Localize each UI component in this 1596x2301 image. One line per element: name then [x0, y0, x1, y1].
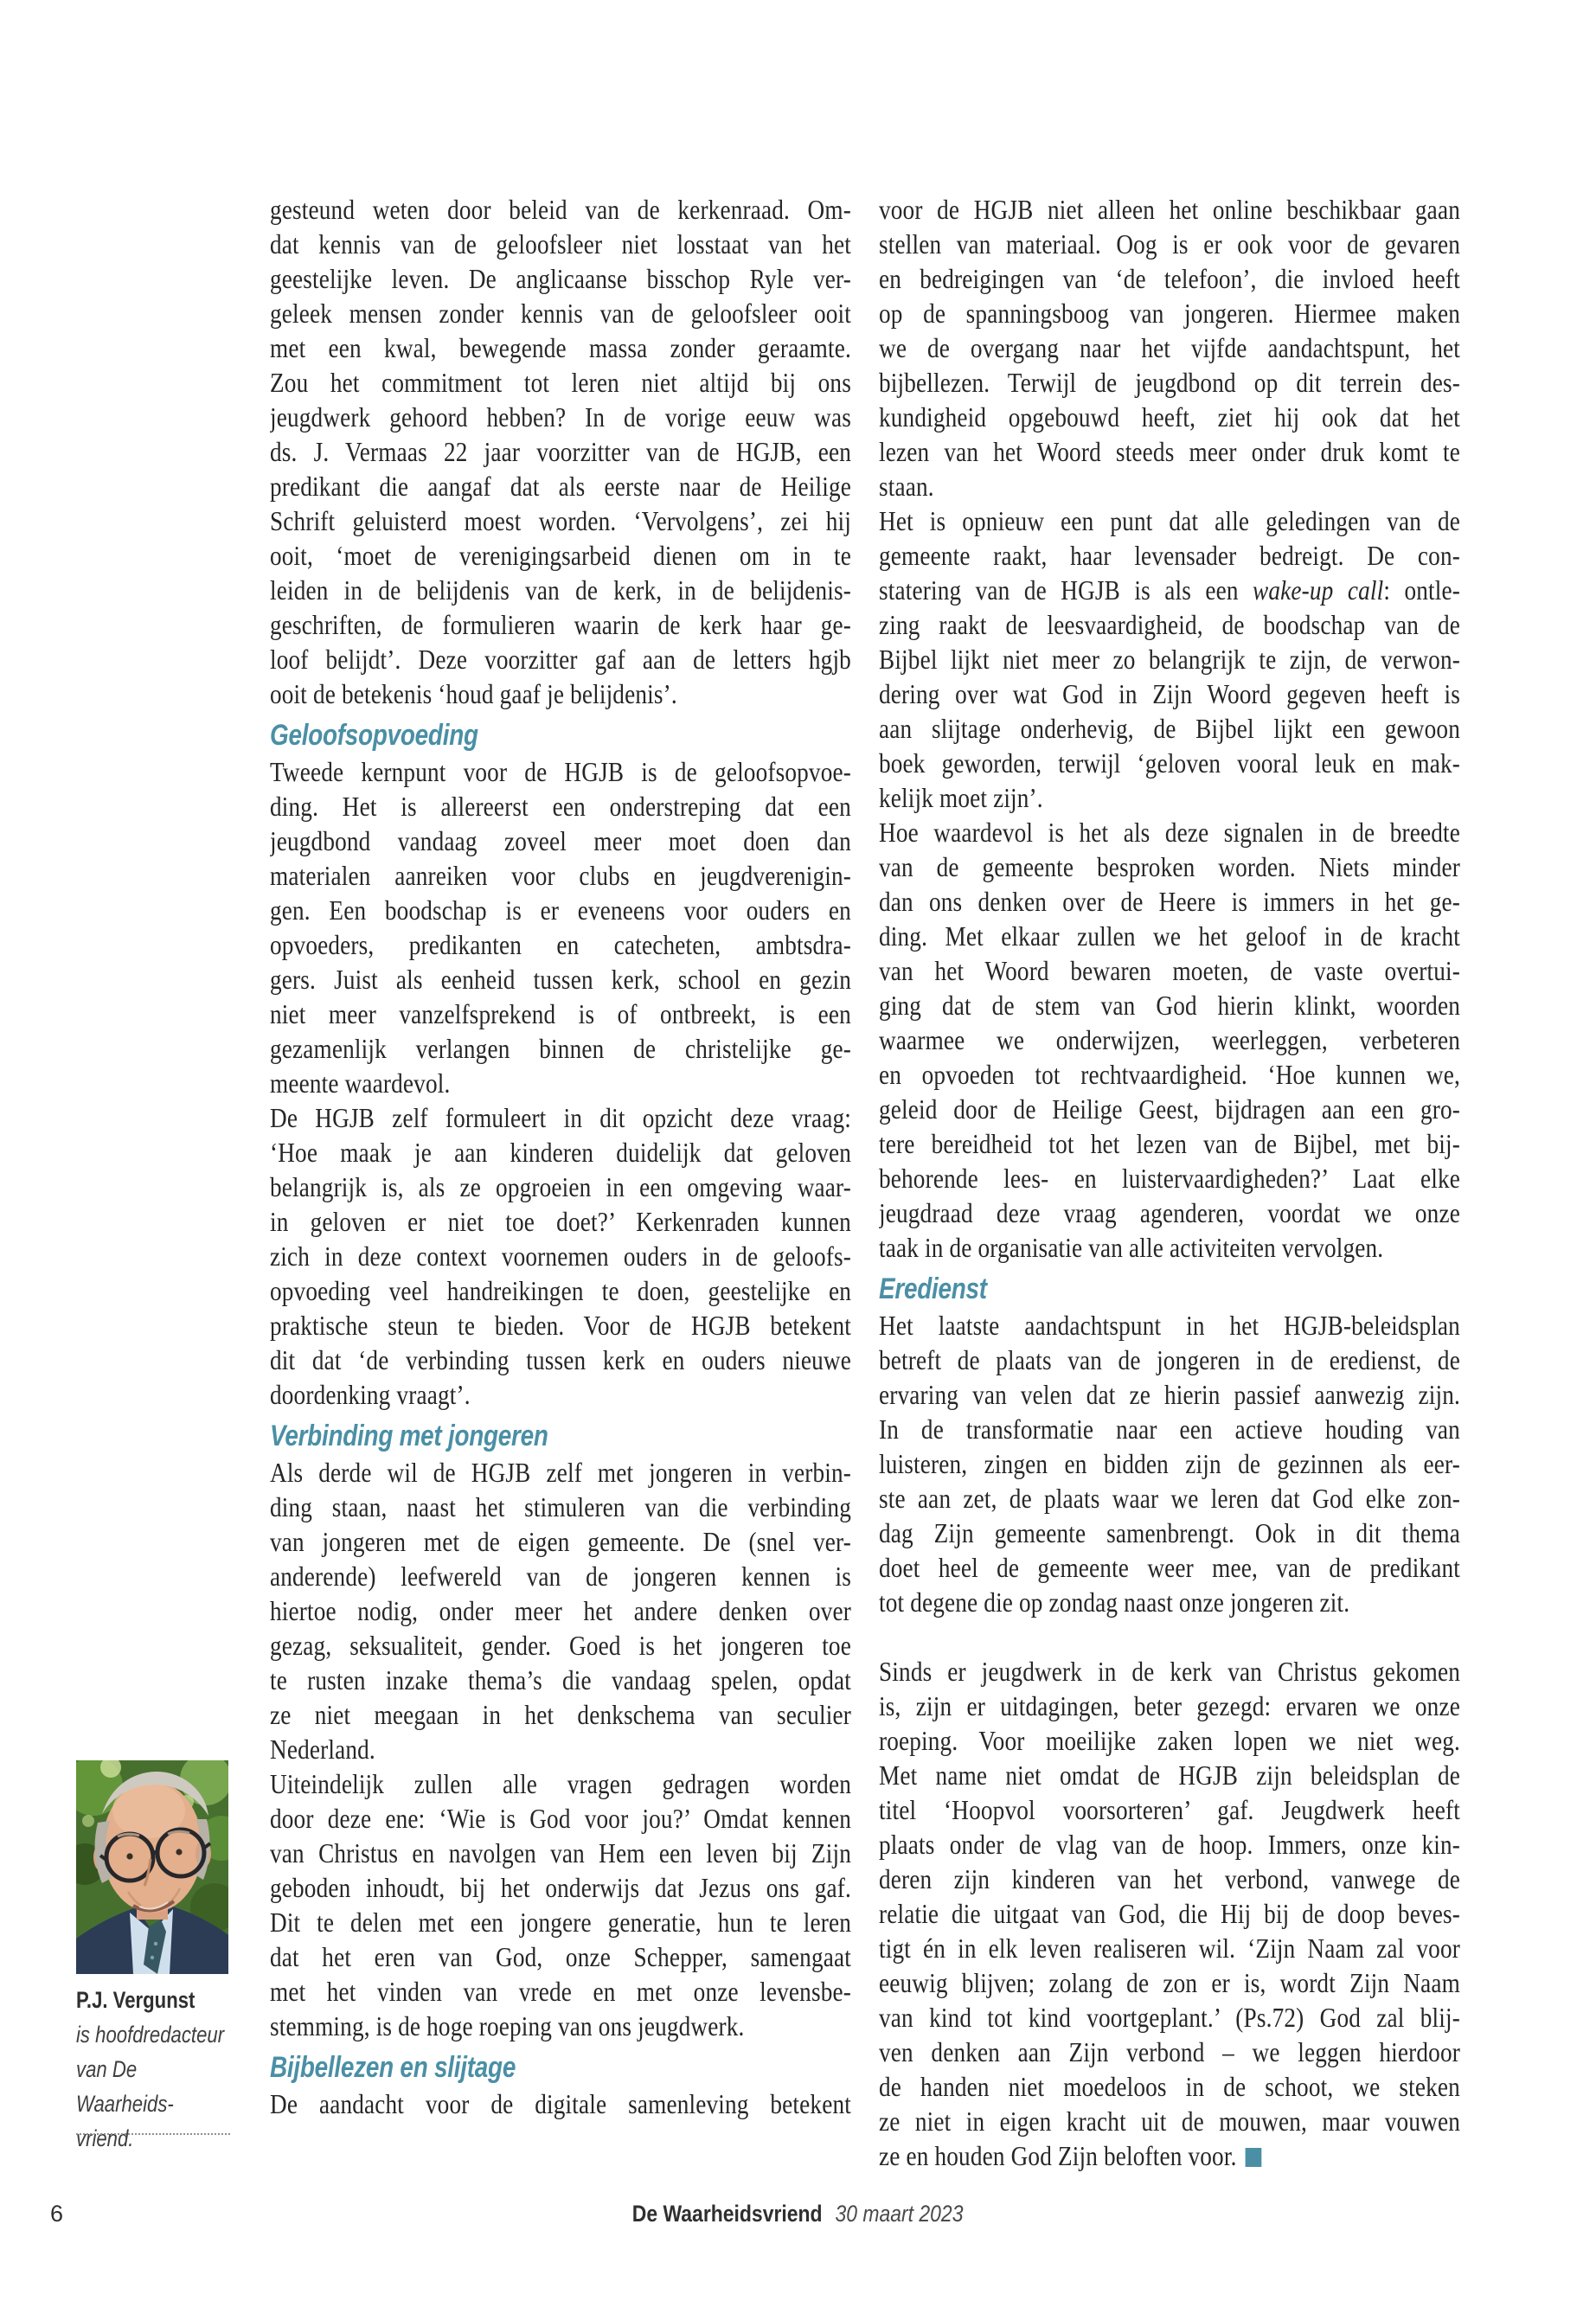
footer-magazine-title: De Waarheidsvriend [632, 2201, 823, 2227]
text-line [879, 1481, 1460, 1516]
text-segment: en bedreigingen van ‘de telefoon’, die invloed heeft [879, 263, 1460, 294]
text-line [879, 1195, 1460, 1230]
left-column [270, 192, 851, 2121]
text-line [270, 1628, 851, 1663]
text-line [879, 469, 1460, 503]
text-line [270, 296, 851, 330]
text-line [879, 573, 1460, 607]
text-line [879, 1126, 1460, 1161]
text-segment: ze niet in eigen kracht uit de mouwen, maar vouwen [879, 2106, 1460, 2137]
text-line [879, 1446, 1460, 1481]
text-segment: waarmee we onderwijzen, weerleggen, verbeteren [879, 1024, 1460, 1055]
text-line [879, 1377, 1460, 1412]
section-heading: Eredienst [879, 1272, 987, 1305]
text-segment: dan ons denken over de Heere is immers in het ge- [879, 886, 1460, 917]
text-segment: dag Zijn gemeente samenbrengt. Ook in dit thema [879, 1517, 1460, 1548]
text-line [879, 884, 1460, 919]
text-line [270, 1031, 851, 1066]
text-segment: statering van de HGJB is als een [879, 574, 1253, 606]
text-line [879, 2069, 1460, 2104]
text-segment: zich in deze context voornemen ouders in de geloofs- [270, 1240, 851, 1272]
text-line [270, 573, 851, 607]
text-segment: met het vinden van vrede en met onze levensbe- [270, 1976, 851, 2007]
text-segment: praktische steun te bieden. Voor de HGJB betekent [270, 1310, 851, 1341]
text-segment: met een kwal, bewegende massa zonder geraamte. [270, 332, 851, 363]
text-line [879, 815, 1460, 849]
text-line [879, 1689, 1460, 1723]
text-segment: Het laatste aandachtspunt in het HGJB-beleidsplan [879, 1310, 1460, 1341]
paragraph [879, 815, 1460, 1265]
text-line [879, 261, 1460, 296]
text-line [879, 1550, 1460, 1585]
text-line [270, 538, 851, 573]
text-segment: opvoeders, predikanten en catecheten, ambtsdra- [270, 929, 851, 960]
text-line [270, 1766, 851, 1801]
text-segment: stemming, is de hoge roeping van ons jeugdwerk. [270, 2010, 745, 2041]
text-segment: De aandacht voor de digitale samenleving betekent [270, 2088, 851, 2119]
text-segment: jeugdbond vandaag zoveel meer moet doen dan [270, 825, 851, 856]
footer-issue-date: 30 maart 2023 [835, 2201, 964, 2227]
text-line [270, 1663, 851, 1697]
text-line [879, 400, 1460, 434]
footer-text [632, 2201, 964, 2227]
text-line [270, 1490, 851, 1524]
text-segment: ds. J. Vermaas 22 jaar voorzitter van de HGJB, een [270, 436, 851, 467]
text-segment: de handen niet moedeloos in de schoot, we steken [879, 2071, 1460, 2102]
text-line [879, 780, 1460, 815]
italic-phrase: wake-up call [1253, 574, 1384, 606]
text-line [270, 1697, 851, 1732]
text-line [270, 1170, 851, 1204]
text-segment: relatie die uitgaat van God, die Hij bij de doop beves- [879, 1898, 1460, 1929]
text-segment: Uiteindelijk zullen alle vragen gedragen worden [270, 1768, 851, 1799]
text-line [879, 1516, 1460, 1550]
text-line [270, 1974, 851, 2009]
text-segment: hiertoe nodig, onder meer het andere denken over [270, 1595, 851, 1626]
text-segment: Zou het commitment tot leren niet altijd bij ons [270, 367, 851, 398]
text-segment: loof belijdt’. Deze voorzitter gaf aan de letters hgjb [270, 644, 851, 675]
text-segment: geleid door de Heilige Geest, bijdragen aan een gro- [879, 1093, 1460, 1125]
text-segment: titel ‘Hoopvol voorsorteren’ gaf. Jeugdwerk heeft [879, 1794, 1460, 1825]
text-line [270, 434, 851, 469]
text-segment: roeping. Voor moeilijke zaken lopen we niet weg. [879, 1725, 1460, 1756]
text-segment: staan. [879, 471, 934, 502]
text-segment: Nederland. [270, 1734, 375, 1765]
caption-divider [76, 2133, 230, 2135]
text-line [879, 1758, 1460, 1792]
text-segment: Tweede kernpunt voor de HGJB is de geloofsopvoe- [270, 756, 851, 787]
author-role-line: is hoofdredacteur [76, 2022, 225, 2048]
text-segment: geboden inhoudt, bij het onderwijs dat Jezus ons gaf. [270, 1872, 851, 1903]
text-segment: stellen van materiaal. Oog is er ook voor de gevaren [879, 228, 1460, 260]
text-segment: luisteren, zingen en bidden zijn de gezinnen als eer- [879, 1448, 1460, 1479]
text-segment: we de overgang naar het vijfde aandachtspunt, het [879, 332, 1460, 363]
text-line [879, 1022, 1460, 1057]
text-line [270, 1801, 851, 1836]
text-segment: gezag, seksualiteit, gender. Goed is het jongeren toe [270, 1630, 851, 1661]
text-segment: kundigheid opgebouwd heeft, ziet hij ook dat het [879, 401, 1460, 433]
text-segment: door deze ene: ‘Wie is God voor jou?’ Omdat kennen [270, 1803, 851, 1834]
section-heading: Bijbellezen en slijtage [270, 2051, 516, 2084]
text-line [270, 858, 851, 893]
text-line [879, 2000, 1460, 2035]
text-line [270, 2009, 851, 2043]
paragraph [270, 192, 851, 711]
paragraph [879, 192, 1460, 503]
text-segment: ding. Met elkaar zullen we het geloof in de kracht [879, 920, 1460, 952]
text-segment: materialen aanreiken voor clubs en jeugdverenigin- [270, 860, 851, 891]
text-segment: Met name niet omdat de HGJB zijn beleidsplan de [879, 1759, 1460, 1791]
text-line [879, 746, 1460, 780]
text-line [270, 789, 851, 824]
text-line [879, 676, 1460, 711]
text-line [270, 1308, 851, 1343]
text-segment: Schrift geluisterd moest worden. ‘Vervolgens’, zei hij [270, 505, 851, 536]
text-segment: en opvoeden tot rechtvaardigheid. ‘Hoe kunnen we, [879, 1059, 1460, 1090]
right-column [879, 192, 1460, 2173]
end-of-article-marker [1246, 2148, 1262, 2167]
text-line [270, 1377, 851, 1412]
text-segment: doordenking vraagt’. [270, 1379, 471, 1410]
text-line [879, 1092, 1460, 1126]
text-segment: geestelijke leven. De anglicaanse bisschop Ryle ver- [270, 263, 851, 294]
section-heading: Geloofsopvoeding [270, 719, 478, 752]
text-segment: ze en houden God Zijn beloften voor. [879, 2140, 1237, 2171]
text-line [879, 1230, 1460, 1265]
text-line [879, 1308, 1460, 1343]
text-segment: ervaring van velen dat ze hierin passief aanwezig zijn. [879, 1379, 1460, 1410]
text-line [879, 434, 1460, 469]
footer [0, 2201, 1596, 2227]
text-line [270, 365, 851, 400]
text-line [879, 2138, 1460, 2173]
text-segment: De HGJB zelf formuleert in dit opzicht deze vraag: [270, 1102, 851, 1133]
text-segment: ven denken aan Zijn verbond – we leggen hierdoor [879, 2036, 1460, 2067]
text-line [879, 1965, 1460, 2000]
text-segment: meente waardevol. [270, 1067, 451, 1099]
text-line [879, 538, 1460, 573]
text-segment: Hoe waardevol is het als deze signalen in de breedte [879, 817, 1460, 848]
paragraph [270, 2086, 851, 2121]
text-line [270, 1343, 851, 1377]
text-line [879, 192, 1460, 227]
text-line [270, 1524, 851, 1559]
text-segment: geleek mensen zonder kennis van de geloofsleer ooit [270, 298, 851, 329]
text-segment: van jongeren met de eigen gemeente. De (snel ver- [270, 1526, 851, 1557]
text-segment: doet heel de gemeente weer mee, van de predikant [879, 1552, 1460, 1583]
text-segment: boek geworden, terwijl ‘geloven vooral leuk en mak- [879, 747, 1460, 779]
text-line [270, 1273, 851, 1308]
text-line [270, 676, 851, 711]
text-segment: op de spanningsboog van jongeren. Hiermee maken [879, 298, 1460, 329]
text-segment: is, zijn er uitdagingen, beter gezegd: ervaren we onze [879, 1690, 1460, 1721]
text-segment: dat het eren van God, onze Schepper, samengaat [270, 1941, 851, 1972]
text-segment: betreft de plaats van de jongeren in de eredienst, de [879, 1344, 1460, 1375]
text-segment: : ontle- [1383, 574, 1460, 606]
text-segment: In de transformatie naar een actieve houding van [879, 1413, 1460, 1445]
text-segment: Sinds er jeugdwerk in de kerk van Christus gekomen [879, 1656, 1460, 1687]
author-caption [76, 1983, 240, 2156]
text-segment: van het Woord bewaren moeten, de vaste overtui- [879, 955, 1460, 986]
text-line [270, 227, 851, 261]
text-line [270, 1239, 851, 1273]
text-line [879, 1931, 1460, 1965]
text-line [270, 754, 851, 789]
text-line [879, 227, 1460, 261]
author-name: P.J. Vergunst [76, 1987, 195, 2013]
text-line [270, 1204, 851, 1239]
text-segment: van Christus en navolgen van Hem een leven bij Zijn [270, 1837, 851, 1868]
text-segment: in geloven er niet toe doet?’ Kerkenraden kunnen [270, 1206, 851, 1237]
text-line [270, 1905, 851, 1939]
text-line [270, 1593, 851, 1628]
text-segment: ‘Hoe maak je aan kinderen duidelijk dat geloven [270, 1137, 851, 1168]
text-line [270, 330, 851, 365]
text-segment: ding staan, naast het stimuleren van die verbinding [270, 1491, 851, 1522]
text-segment: belangrijk is, als ze opgroeien in een omgeving waar- [270, 1171, 851, 1202]
text-line [270, 824, 851, 858]
text-segment: kelijk moet zijn’. [879, 782, 1043, 813]
text-line [270, 997, 851, 1031]
text-line [879, 2035, 1460, 2069]
text-segment: dering over wat God in Zijn Woord gegeven heeft is [879, 678, 1460, 709]
text-line [879, 919, 1460, 953]
text-segment: tot degene die op zondag naast onze jongeren zit. [879, 1586, 1350, 1618]
text-segment: niet meer vanzelfsprekend is of ontbreekt, is een [270, 998, 851, 1029]
text-segment: gen. Een boodschap is er eveneens voor ouders en [270, 894, 851, 926]
text-line [879, 1723, 1460, 1758]
text-line [270, 400, 851, 434]
text-line [879, 503, 1460, 538]
text-line [879, 330, 1460, 365]
text-line [270, 1732, 851, 1766]
text-segment: opvoeding veel handreikingen te doen, geestelijke en [270, 1275, 851, 1306]
text-line [270, 1455, 851, 1490]
text-line [270, 1066, 851, 1100]
text-segment: eeuwig blijven; zolang de zon er is, wordt Zijn Naam [879, 1967, 1460, 1998]
text-line [270, 192, 851, 227]
author-role-line: van De Waarheids- [76, 2056, 174, 2117]
text-line [270, 503, 851, 538]
text-line [270, 1836, 851, 1870]
text-line [879, 296, 1460, 330]
text-line [270, 927, 851, 962]
text-segment: plaats onder de vlag van de hoop. Immers, onze kin- [879, 1829, 1460, 1860]
footer-page-number: 6 [50, 2201, 64, 2227]
portrait-photo [76, 1760, 228, 1974]
author-role-line: vriend. [76, 2125, 134, 2151]
text-line [879, 711, 1460, 746]
text-line [270, 1135, 851, 1170]
text-line [879, 642, 1460, 676]
text-segment: lezen van het Woord steeds meer onder druk komt te [879, 436, 1460, 467]
text-segment: aan slijtage onderhevig, de Bijbel lijkt een gewoon [879, 713, 1460, 744]
text-segment: ooit de betekenis ‘houd gaaf je belijdenis’. [270, 678, 677, 709]
text-line [270, 1870, 851, 1905]
text-segment: zing raakt de leesvaardigheid, de boodschap van de [879, 609, 1460, 640]
text-segment: taak in de organisatie van alle activiteiten vervolgen. [879, 1232, 1384, 1263]
text-line [879, 607, 1460, 642]
text-line [879, 1412, 1460, 1446]
text-line [879, 2104, 1460, 2138]
section-heading: Verbinding met jongeren [270, 1420, 548, 1452]
text-line [270, 893, 851, 927]
text-segment: deren zijn kinderen van het verbond, vanwege de [879, 1863, 1460, 1894]
text-segment: anderende) leefwereld van de jongeren kennen is [270, 1561, 851, 1592]
text-line [879, 365, 1460, 400]
text-segment: gers. Juist als eenheid tussen kerk, school en gezin [270, 964, 851, 995]
paragraph [879, 503, 1460, 815]
text-line [270, 2086, 851, 2121]
text-segment: dat kennis van de geloofsleer niet losstaat van het [270, 228, 851, 260]
text-line [270, 962, 851, 997]
text-segment: van de gemeente besproken worden. Niets minder [879, 851, 1460, 882]
text-line [879, 1827, 1460, 1862]
text-segment: Dit te delen met een jongere generatie, hun te leren [270, 1907, 851, 1938]
text-line [879, 988, 1460, 1022]
text-segment: ding. Het is allereerst een onderstreping dat een [270, 791, 851, 822]
text-segment: tigt én in elk leven realiseren wil. ‘Zijn Naam zal voor [879, 1932, 1460, 1964]
text-line [879, 953, 1460, 988]
text-segment: ooit, ‘moet de verenigingsarbeid dienen om in te [270, 540, 851, 571]
text-line [879, 1343, 1460, 1377]
text-line [270, 1939, 851, 1974]
text-segment: gesteund weten door beleid van de kerkenraad. Om- [270, 194, 851, 225]
text-segment: jeugdraad deze vraag agenderen, voordat we onze [879, 1197, 1460, 1228]
text-segment: tere bereidheid tot het lezen van de Bijbel, met bij- [879, 1128, 1460, 1159]
text-segment: ging dat de stem van God hierin klinkt, woorden [879, 990, 1460, 1021]
text-segment: bijbellezen. Terwijl de jeugdbond op dit terrein des- [879, 367, 1460, 398]
text-line [879, 849, 1460, 884]
text-segment: ste aan zet, de plaats waar we leren dat God elke zon- [879, 1483, 1460, 1514]
text-line [879, 1654, 1460, 1689]
text-segment: te rusten inzake thema’s die vandaag spelen, opdat [270, 1664, 851, 1695]
text-segment: jeugdwerk gehoord hebben? In de vorige eeuw was [270, 401, 851, 433]
text-line [270, 1100, 851, 1135]
text-segment: voor de HGJB niet alleen het online beschikbaar gaan [879, 194, 1460, 225]
text-segment: geschriften, de formulieren waarin de kerk haar ge- [270, 609, 851, 640]
text-segment: gemeente raakt, haar levensader bedreigt. De con- [879, 540, 1460, 571]
paragraph-gap [879, 1619, 1460, 1654]
text-segment: dit dat ‘de verbinding tussen kerk en ouders nieuwe [270, 1344, 851, 1375]
paragraph [270, 1455, 851, 1766]
text-line [879, 1585, 1460, 1619]
text-line [270, 469, 851, 503]
text-segment: ze niet meegaan in het denkschema van seculier [270, 1699, 851, 1730]
text-segment: van kind tot kind voortgeplant.’ (Ps.72) God zal blij- [879, 2002, 1460, 2033]
paragraph [270, 1766, 851, 2043]
paragraph [270, 754, 851, 1100]
text-line [879, 1896, 1460, 1931]
text-line [879, 1057, 1460, 1092]
text-segment: predikant die aangaf dat als eerste naar de Heilige [270, 471, 851, 502]
text-line [270, 642, 851, 676]
text-line [879, 1161, 1460, 1195]
text-segment: Bijbel lijkt niet meer zo belangrijk te zijn, de verwon- [879, 644, 1460, 675]
paragraph [879, 1308, 1460, 1619]
text-line [270, 607, 851, 642]
text-line [879, 1792, 1460, 1827]
text-line [879, 1862, 1460, 1896]
paragraph [270, 1100, 851, 1412]
text-segment: behorende lees- en luistervaardigheden?’ Laat elke [879, 1163, 1460, 1194]
text-line [270, 1559, 851, 1593]
text-segment: gezamenlijk verlangen binnen de christelijke ge- [270, 1033, 851, 1064]
text-line [270, 261, 851, 296]
text-segment: Als derde wil de HGJB zelf met jongeren in verbin- [270, 1457, 851, 1488]
text-segment: leiden in de belijdenis van de kerk, in de belijdenis- [270, 574, 851, 606]
text-segment: Het is opnieuw een punt dat alle geledingen van de [879, 505, 1460, 536]
paragraph [879, 1654, 1460, 2173]
